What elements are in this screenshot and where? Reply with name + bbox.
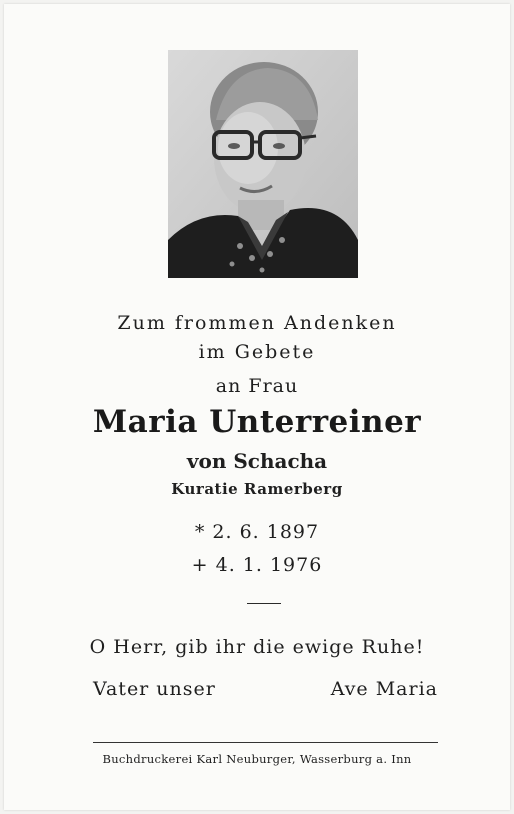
dedication-line-3: an Frau <box>215 375 299 397</box>
death-date: + 4. 1. 1976 <box>191 554 323 576</box>
parish-text: Kuratie Ramerberg <box>171 480 343 498</box>
prayer-text: O Herr, gib ihr die ewige Ruhe! <box>89 636 425 658</box>
prayer-ave-maria: Ave Maria <box>330 678 438 700</box>
deceased-name: Maria Unterreiner <box>92 404 422 440</box>
origin-text: von Schacha <box>186 449 328 473</box>
birth-date: * 2. 6. 1897 <box>194 521 320 543</box>
portrait-photo <box>168 50 358 278</box>
printer-imprint: Buchdruckerei Karl Neuburger, Wasserburg a. Inn <box>102 752 412 766</box>
divider-short <box>247 603 281 604</box>
dedication-line-2: im Gebete <box>198 341 316 363</box>
prayer-vater-unser: Vater unser <box>93 678 216 700</box>
dedication-line-1: Zum frommen Andenken <box>117 312 397 334</box>
divider-long <box>93 742 438 743</box>
